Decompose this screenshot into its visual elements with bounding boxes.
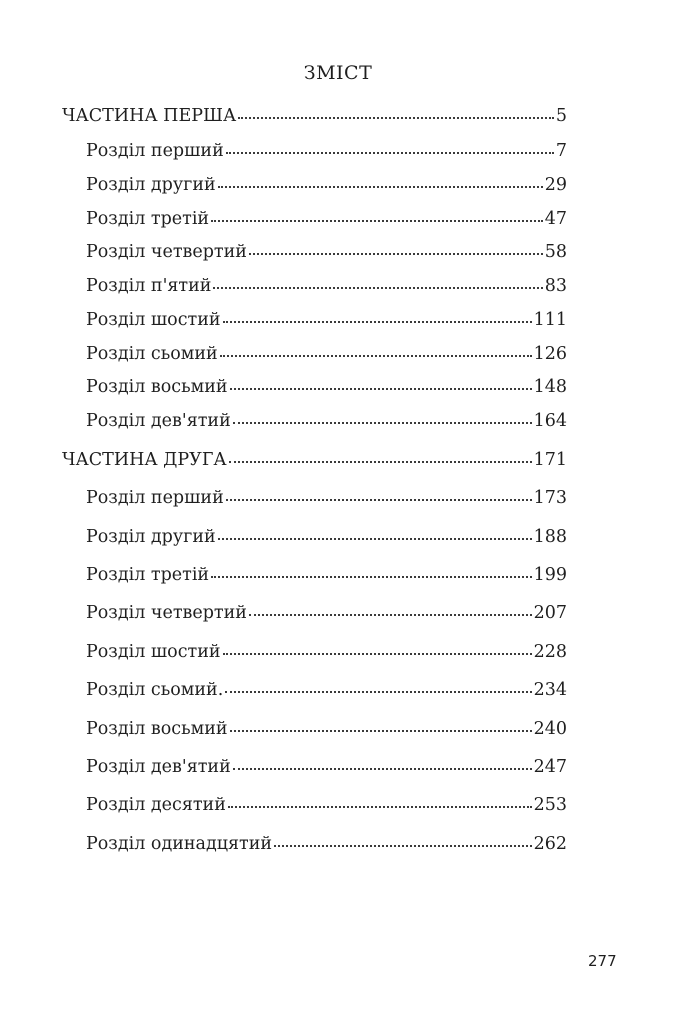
page-title: ЗМІСТ	[303, 62, 373, 84]
dot-leader	[249, 251, 543, 255]
toc-entry-page: 247	[533, 757, 567, 777]
toc-entry-page: 207	[533, 603, 567, 623]
toc-entry-label: Розділ шостий	[86, 642, 221, 662]
dot-leader	[249, 612, 532, 616]
toc-entry-chapter[interactable]	[86, 717, 567, 741]
toc-entry-page: 228	[533, 642, 567, 662]
toc-entry-chapter[interactable]	[86, 486, 567, 510]
dot-leader	[223, 651, 532, 655]
toc-entry-chapter[interactable]	[86, 601, 567, 625]
toc-entry-chapter[interactable]	[86, 793, 567, 817]
toc-entry-page: 188	[533, 527, 567, 547]
toc-entry-page: 148	[533, 377, 567, 397]
dot-leader	[218, 536, 532, 540]
toc-entry-label: Розділ четвертий	[86, 603, 247, 623]
dot-leader	[218, 184, 543, 188]
toc-entry-page: 234	[533, 680, 567, 700]
toc-entry-page: 111	[533, 310, 567, 330]
toc-entry-chapter[interactable]	[86, 342, 567, 366]
dot-leader	[223, 319, 532, 323]
toc-entry-label: Розділ перший	[86, 141, 224, 161]
toc-entry-chapter[interactable]	[86, 409, 567, 433]
toc-entry-label: Розділ другий	[86, 175, 216, 195]
toc-entry-chapter[interactable]	[86, 375, 567, 399]
toc-entry-label: Розділ четвертий	[86, 242, 247, 262]
dot-leader	[230, 728, 532, 732]
page-number: 277	[588, 952, 617, 970]
toc-entry-page: 240	[533, 719, 567, 739]
toc-entry-part[interactable]	[62, 104, 567, 128]
toc-entry-page: 83	[544, 276, 567, 296]
toc-entry-chapter[interactable]	[86, 274, 567, 298]
toc-entry-page: 126	[533, 344, 567, 364]
dot-leader	[238, 115, 554, 119]
dot-leader	[233, 766, 532, 770]
toc-entry-chapter[interactable]	[86, 240, 567, 264]
dot-leader	[226, 150, 554, 154]
dot-leader	[274, 843, 532, 847]
toc-entry-page: 164	[533, 411, 567, 431]
toc-entry-chapter[interactable]	[86, 139, 567, 163]
toc-entry-label: Розділ восьмий	[86, 719, 228, 739]
toc-entry-page: 262	[533, 834, 567, 854]
toc-entry-label: Розділ сьомий.	[86, 680, 224, 700]
toc-entry-chapter[interactable]	[86, 640, 567, 664]
toc-entry-label: Розділ восьмий	[86, 377, 228, 397]
toc-entry-label: Розділ дев'ятий	[86, 757, 231, 777]
toc-entry-page: 171	[533, 450, 567, 470]
toc-entry-page: 253	[533, 795, 567, 815]
toc-entry-page: 7	[555, 141, 567, 161]
toc-entry-chapter[interactable]	[86, 832, 567, 856]
toc-entry-label: Розділ сьомий	[86, 344, 218, 364]
dot-leader	[225, 689, 531, 693]
dot-leader	[233, 420, 532, 424]
toc-entry-chapter[interactable]	[86, 207, 567, 231]
toc-entry-label: Розділ шостий	[86, 310, 221, 330]
toc-entry-chapter[interactable]	[86, 563, 567, 587]
toc-entry-page: 47	[544, 209, 567, 229]
toc-entry-label: Розділ одинадцятий	[86, 834, 273, 854]
toc-entry-label: Розділ дев'ятий	[86, 411, 231, 431]
dot-leader	[229, 459, 532, 463]
toc-entry-chapter[interactable]	[86, 173, 567, 197]
toc-entry-chapter[interactable]	[86, 678, 567, 702]
toc-entry-page: 5	[555, 106, 567, 126]
toc-entry-label: Розділ перший	[86, 488, 224, 508]
toc-entry-label: ЧАСТИНА ДРУГА	[62, 450, 227, 470]
toc-entry-label: Розділ третій	[86, 209, 210, 229]
dot-leader	[211, 218, 543, 222]
toc-entry-page: 173	[533, 488, 567, 508]
toc-entry-label: Розділ другий	[86, 527, 216, 547]
dot-leader	[230, 386, 532, 390]
toc-entry-label: Розділ десятий	[86, 795, 226, 815]
dot-leader	[226, 497, 532, 501]
toc-entry-label: Розділ третій	[86, 565, 210, 585]
toc-entry-chapter[interactable]	[86, 755, 567, 779]
dot-leader	[213, 285, 542, 289]
toc-entry-page: 29	[544, 175, 567, 195]
toc-entry-label: ЧАСТИНА ПЕРША	[62, 106, 237, 126]
dot-leader	[220, 353, 532, 357]
toc-entry-part[interactable]	[62, 448, 567, 472]
toc-entry-page: 199	[533, 565, 567, 585]
dot-leader	[211, 574, 532, 578]
toc-entry-label: Розділ п'ятий	[86, 276, 212, 296]
toc-entry-page: 58	[544, 242, 567, 262]
toc-entry-chapter[interactable]	[86, 525, 567, 549]
dot-leader	[228, 804, 532, 808]
toc-entry-chapter[interactable]	[86, 308, 567, 332]
